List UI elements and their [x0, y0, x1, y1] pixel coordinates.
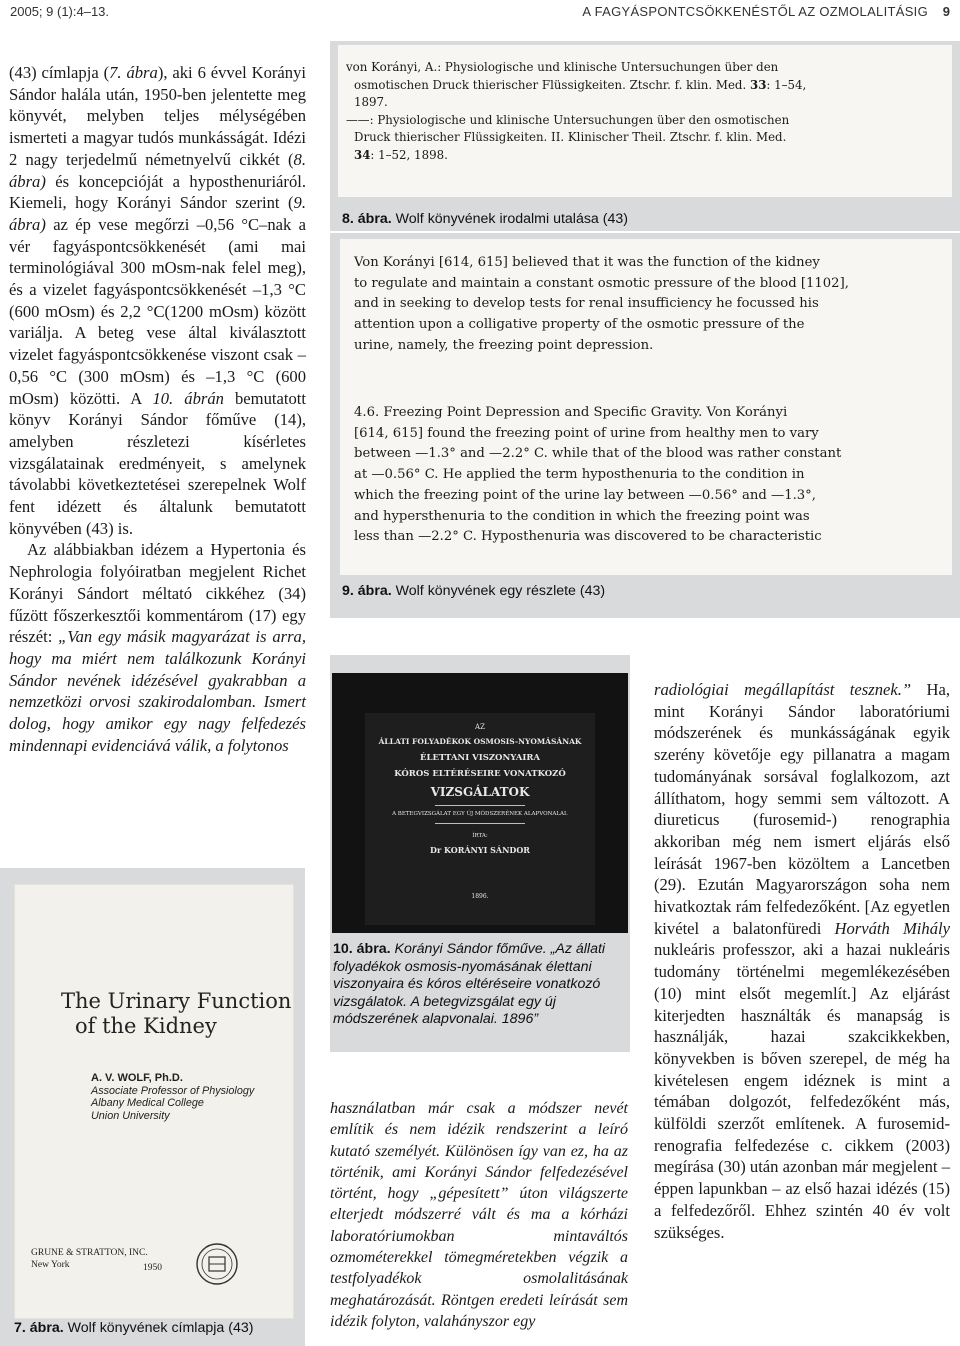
- excerpt-paragraph-1: Von Korányi [614, 615] believed that it was the function of the kidney to regulate and maintain a constant osmotic pressure of the blood [1102], and in seeking to develop tests for renal insufficiency he focussed his attention upon a colligative property of the osmotic pressure of the urine, namely, the freezing point depression.: [354, 255, 849, 353]
- title-plate: AZ ÁLLATI FOLYADÉKOK OSMOSIS-NYOMÁSÁNAK ÉLETTANI VISZONYAIRA KÓROS ELTÉRÉSEIRE VONATKOZÓ VIZSGÁLATOK A BETEGVIZSGÁLAT EGY ÚJ MÓDSZERÉNEK ALAPVONALAI. ÍRTA: Dr KORÁNYI SÁNDOR 1896.: [365, 713, 595, 925]
- reference-scan: [338, 45, 952, 197]
- book-publisher: GRUNE & STRATTON, INC. New York: [31, 1248, 148, 1270]
- book-year: 1950: [143, 1263, 162, 1273]
- publisher-emblem-icon: [195, 1242, 239, 1286]
- figure-7-caption: 7. ábra. Wolf könyvének címlapja (43): [14, 1320, 254, 1336]
- paragraph-1: (43) címlapja (7. ábra), aki 6 évvel Korányi Sándor halála után, 1950-ben jelentette meg könyvét, melyben teljes mélységében ismerteti a magyar tudós munkásságát. Idézi 2 nagy terjedelmű németnyelvű cikkét (8. ábra) és koncepcióját a hyposthenuriáról. Kiemeli, hogy Korányi Sándor szerint (9. ábra) az ép vese megőrzi –0,56 °C–nak a vér fagyáspontcsökkenését (ami mai terminológiával 300 mOsm-nak felel meg), és a vizelet fagyáspontcsökkenését –1,3 °C (600 mOsm) és 2,2 °C(1200 mOsm) között variálja. A beteg vese által kiválasztott vizelet fagyáspontcsökkenése viszont csak –0,56 °C (300 mOsm) és –1,3 °C (600 mOsm) közötti. A 10. ábrán bemutatott könyv Korányi Sándor főműve (14), amelyben részletezi kísérletes vizsgálatainak eredményeit, s amelynek távolabbi következtetései szerepelnek Wolf fent idézett és általunk bemutatott könyvében (43) is.: [9, 63, 306, 538]
- quote-continued: használatban már csak a módszer nevét említik és nem idézik rendszerint a leíró kutató személyét. Különösen így van ez, ha az történik, ami Korányi Sándor felfedezésével történt, hogy „gépesített” úton világszerte elterjedt módszerré vált és ma a kórházi laboratóriumokban mintaváltós ozmométerekkel tömegméretekben végzik a testfolyadékok osmolalitásának meghatározását. Röntgen eredeti leírását sem idézik folyton, valahányszor egy: [330, 1100, 628, 1330]
- quote-end: radiológiai megállapítást tesznek.”: [654, 680, 912, 699]
- figure-8: [330, 41, 960, 231]
- left-column-text: [9, 62, 306, 757]
- figure-7: [0, 868, 305, 1346]
- plate-rule: [435, 823, 525, 824]
- excerpt-paragraph-2: 4.6. Freezing Point Depression and Specific Gravity. Von Korányi [614, 615] found the freezing point of urine from healthy men to vary between —1.3° and —2.2° C. while that of the blood was rather constant at —0.56° C. He applied the term hyposthenuria to the condition in which the freezing point of the urine lay between —0.56° and —1.3°, and hypersthenuria to the condition in which the freezing point was less than —2.2° C. Hyposthenuria was discovered to be characteristic: [354, 405, 842, 545]
- figure-ref-9: 9. ábra): [9, 193, 306, 234]
- excerpt-scan: [340, 239, 952, 575]
- running-header: [10, 4, 950, 30]
- right-column-text: [654, 679, 950, 1243]
- figure-ref-7: 7. ábra: [109, 63, 158, 82]
- figure-10-caption: 10. ábra. Korányi Sándor főműve. „Az állati folyadékok osmosis-nyomásának élettani viszonyaira és kóros eltéréseire vonatkozó vizsgálatok. A betegvizsgálat egy új módszerének alapvonalai. 1896”: [333, 941, 606, 1028]
- book-author-block: A. V. WOLF, Ph.D. Associate Professor of Physiology Albany Medical College Union University: [91, 1072, 255, 1122]
- plate-rule: [435, 805, 525, 806]
- reference-text: von Korányi, A.: Physiologische und klinische Untersuchungen über den osmotischen Druck thierischer Flüssigkeiten. Ztschr. f. klin. Med. 33: 1–54, 1897. ——: Physiologische und klinische Untersuchungen über den osmotischen Druck thierischer Flüssigkeiten. II. Klinischer Theil. Ztschr. f. klin. Med. 34: 1–52, 1898.: [346, 60, 807, 162]
- quote-start: „Van egy másik magyarázat is arra, hogy ma miért nem találkozunk Korányi Sándor nevének idézésével gyakrabban a nemzetközi orvosi szakirodalomban. Ismert dolog, hogy amikor egy nagy felfedezés mindennapi evidenciává válik, a folytonos: [9, 627, 306, 755]
- figure-ref-8: 8. ábra): [9, 149, 306, 191]
- figure-9-caption: 9. ábra. Wolf könyvének egy részlete (43): [342, 583, 606, 599]
- paragraph-right: radiológiai megállapítást tesznek.” Ha, mint Korányi Sándor laboratóriumi módszerének és munkásságának egyik szerény követője egy pillanatra a magam tudományának sorsával foglalkozom, azt állíthatom, hogy semmi sem változott. A diureticus (furosemid-) renographia akkoriban még nem ismert eljárás első leírását 1967-ben közöltem a Lancetben (29). Ezután Magyarországon soha nem hivatkoztak rám felfedezőként. [Az egyetlen kivétel a balatonfüredi Horváth Mihály nukleáris professzor, aki a hazai nukleáris tudomány történelmi megemlékezésében (10) mint elsőt megemlít.] Az eljárást kiterjedten használták és manapság is használják, hazai szakcikkekben, könyvekben is bőven szerepel, de még ha kivételesen engem idéznek is mint a témában dolgozót, felfedezőként más, külföldi szerzőt említenek. A furosemid-renografia felfedezése c. cikkem (2003) megírása (30) után azonban már megjelent – éppen lapunkban – az első hazai idézés (15) a felfedezőről. Ehhez szintén 40 év volt szükséges.: [654, 680, 950, 1242]
- figure-8-caption: 8. ábra. Wolf könyvének irodalmi utalása (43): [342, 211, 628, 227]
- figure-9: [330, 233, 960, 618]
- book-title-page: [14, 884, 294, 1319]
- figure-ref-10: 10. ábrán: [152, 388, 224, 408]
- person-name: Horváth Mihály: [834, 918, 950, 938]
- page-number: 9: [942, 4, 950, 19]
- article-short-title: A FAGYÁSPONTCSÖKKENÉSTŐL AZ OZMOLALITÁSIG: [582, 4, 928, 19]
- book-cover-photo: [332, 673, 628, 933]
- journal-citation: 2005; 9 (1):4–13.: [10, 4, 110, 19]
- figure-10: [330, 655, 630, 1052]
- paragraph-2: Az alábbiakban idézem a Hypertonia és Nephrologia folyóiratban megjelent Richet Korányi Sándort méltató cikkéhez (34) fűzött főszerkesztői kommentárom (17) egy részét: „Van egy másik magyarázat is arra, hogy ma miért nem találkozunk Korányi Sándor nevének idézésével gyakrabban a nemzetközi orvosi szakirodalomban. Ismert dolog, hogy amikor egy nagy felfedezés mindennapi evidenciává válik, a folytonos: [9, 540, 306, 755]
- middle-column-quote: [330, 1098, 628, 1332]
- book-title: The Urinary Function of the Kidney: [61, 989, 292, 1038]
